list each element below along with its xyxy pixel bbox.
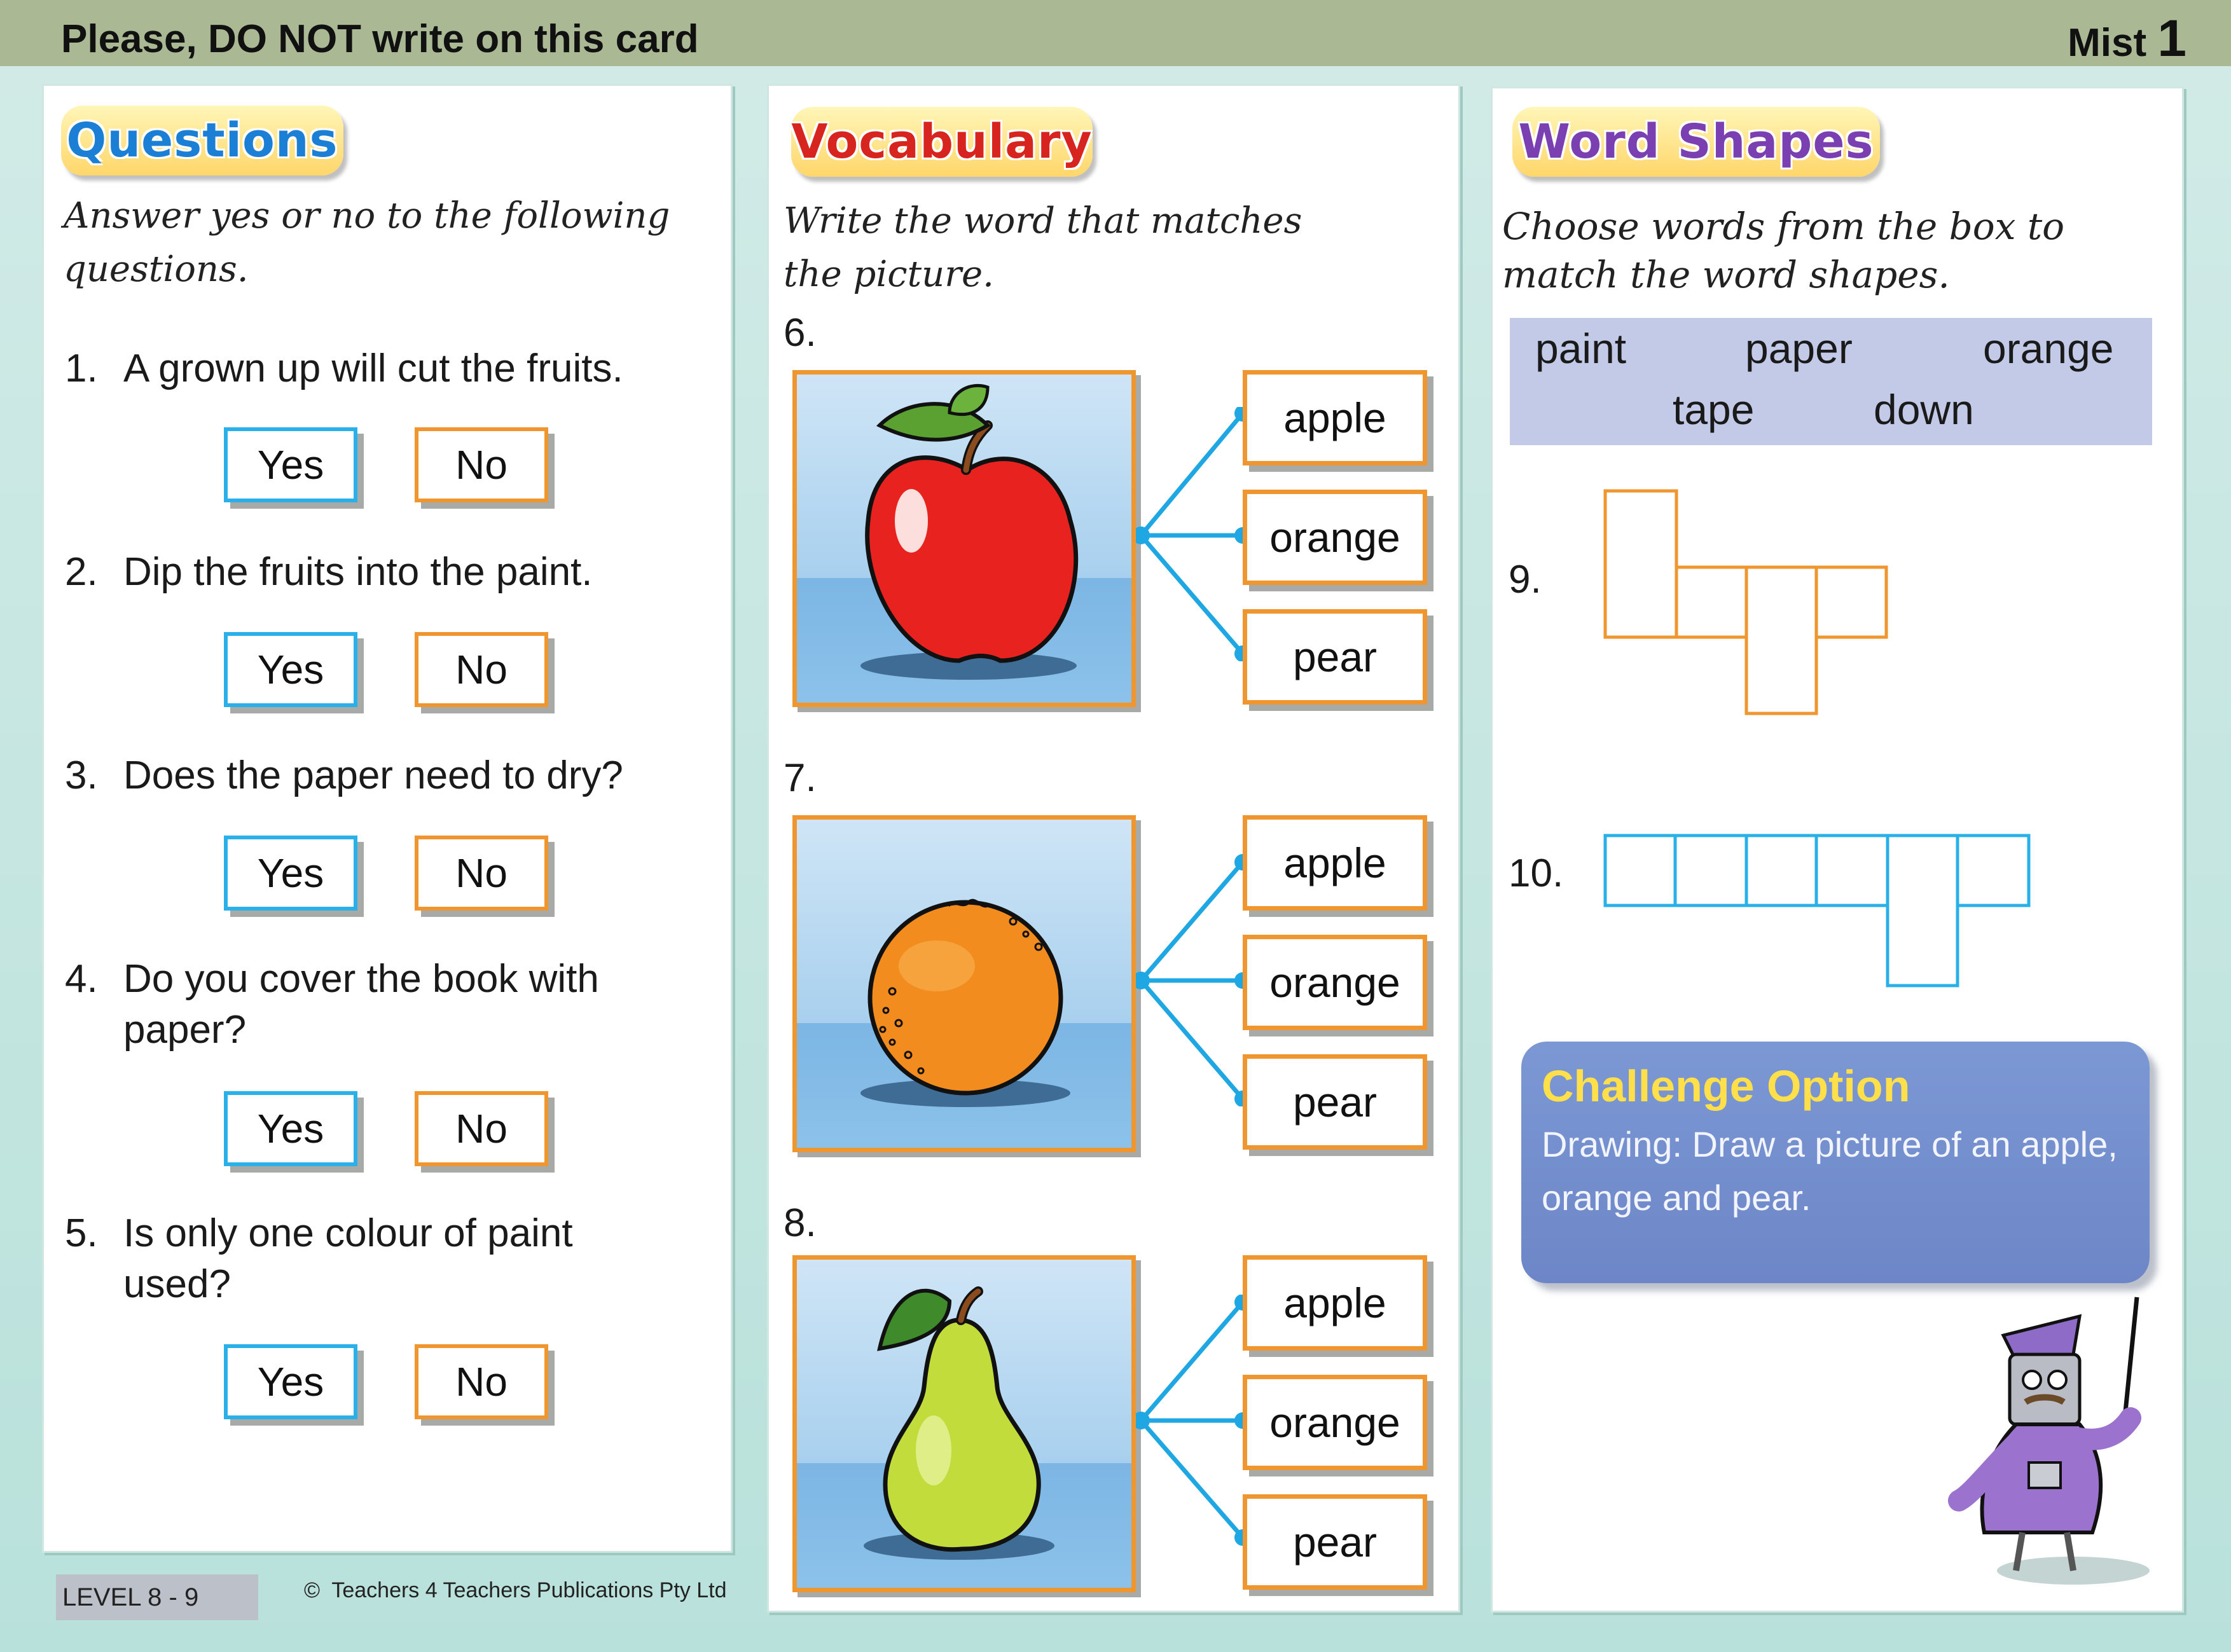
option-apple[interactable]: apple bbox=[1243, 815, 1427, 911]
vocabulary-instruction: Write the word that matches the picture. bbox=[784, 200, 1302, 295]
yes-button[interactable]: Yes bbox=[224, 427, 357, 502]
option-orange[interactable]: orange bbox=[1243, 490, 1427, 585]
challenge-box bbox=[1521, 1042, 2150, 1283]
wizard-mascot-icon bbox=[1946, 1291, 2162, 1590]
shape-number: 10. bbox=[1509, 851, 1564, 895]
orange-picture bbox=[792, 815, 1136, 1152]
word-orange: orange bbox=[1983, 325, 2114, 372]
no-button[interactable]: No bbox=[415, 427, 548, 502]
option-pear[interactable]: pear bbox=[1243, 609, 1427, 705]
word-down: down bbox=[1874, 386, 1974, 433]
option-apple[interactable]: apple bbox=[1243, 370, 1427, 465]
word-shapes-instruction: Choose words from the box to match the word shapes. bbox=[1502, 205, 2065, 296]
copyright bbox=[304, 1578, 727, 1603]
no-button[interactable]: No bbox=[415, 1091, 548, 1166]
yes-button[interactable]: Yes bbox=[224, 632, 357, 707]
vocab-number: 6. bbox=[784, 311, 817, 355]
card-number: 1 bbox=[2157, 10, 2186, 67]
word-shape-9 bbox=[1603, 488, 1895, 717]
questions-title: Questions bbox=[61, 106, 343, 176]
apple-picture bbox=[792, 370, 1136, 707]
word-shapes-title: Word Shapes bbox=[1512, 107, 1880, 177]
pear-illustration bbox=[797, 1260, 1131, 1588]
word-paper: paper bbox=[1745, 325, 1853, 372]
challenge-text: Drawing: Draw a picture of an apple, orange and pear. bbox=[1542, 1124, 2118, 1218]
option-apple[interactable]: apple bbox=[1243, 1255, 1427, 1351]
question-number: 3. bbox=[65, 754, 98, 797]
question-1 bbox=[65, 343, 701, 394]
shape-number: 9. bbox=[1509, 558, 1542, 602]
connector-lines bbox=[1136, 407, 1250, 661]
card-name: Mist bbox=[2068, 21, 2147, 65]
question-2 bbox=[65, 547, 701, 598]
option-pear[interactable]: pear bbox=[1243, 1494, 1427, 1590]
question-text: Does the paper need to dry? bbox=[123, 754, 623, 797]
option-pear[interactable]: pear bbox=[1243, 1054, 1427, 1150]
connector-lines bbox=[1136, 1295, 1250, 1549]
apple-illustration bbox=[797, 375, 1131, 703]
connector-lines bbox=[1136, 852, 1250, 1106]
question-text: A grown up will cut the fruits. bbox=[123, 347, 623, 390]
question-text: Is only one colour of paint used? bbox=[123, 1211, 573, 1306]
yes-button[interactable]: Yes bbox=[224, 836, 357, 911]
orange-illustration bbox=[797, 820, 1131, 1148]
question-number: 4. bbox=[65, 957, 98, 1001]
question-text: Do you cover the book with paper? bbox=[123, 957, 599, 1052]
no-button[interactable]: No bbox=[415, 1344, 548, 1419]
question-number: 1. bbox=[65, 347, 98, 390]
option-orange[interactable]: orange bbox=[1243, 935, 1427, 1030]
card-id bbox=[2068, 9, 2186, 69]
level-badge: LEVEL 8 - 9 bbox=[56, 1574, 258, 1620]
copyright-icon: © bbox=[304, 1578, 321, 1602]
question-5 bbox=[65, 1208, 701, 1310]
header-notice: Please, DO NOT write on this card bbox=[61, 17, 699, 61]
vocab-number: 7. bbox=[784, 756, 817, 800]
word-box bbox=[1510, 318, 2152, 445]
option-orange[interactable]: orange bbox=[1243, 1375, 1427, 1470]
question-number: 5. bbox=[65, 1211, 98, 1255]
questions-instruction: Answer yes or no to the following questions. bbox=[64, 195, 670, 290]
pear-picture bbox=[792, 1255, 1136, 1592]
no-button[interactable]: No bbox=[415, 632, 548, 707]
yes-button[interactable]: Yes bbox=[224, 1091, 357, 1166]
vocabulary-title: Vocabulary bbox=[791, 107, 1093, 177]
word-shape-10 bbox=[1603, 833, 2035, 992]
questions-panel bbox=[42, 84, 733, 1553]
word-tape: tape bbox=[1673, 386, 1755, 433]
question-3 bbox=[65, 750, 701, 801]
vocab-number: 8. bbox=[784, 1201, 817, 1245]
question-number: 2. bbox=[65, 550, 98, 594]
header-bar bbox=[0, 0, 2231, 66]
copyright-text: Teachers 4 Teachers Publications Pty Ltd bbox=[331, 1578, 727, 1602]
question-4 bbox=[65, 954, 701, 1056]
challenge-title: Challenge Option bbox=[1542, 1061, 1910, 1111]
yes-button[interactable]: Yes bbox=[224, 1344, 357, 1419]
no-button[interactable]: No bbox=[415, 836, 548, 911]
word-paint: paint bbox=[1535, 325, 1627, 372]
question-text: Dip the fruits into the paint. bbox=[123, 550, 593, 594]
